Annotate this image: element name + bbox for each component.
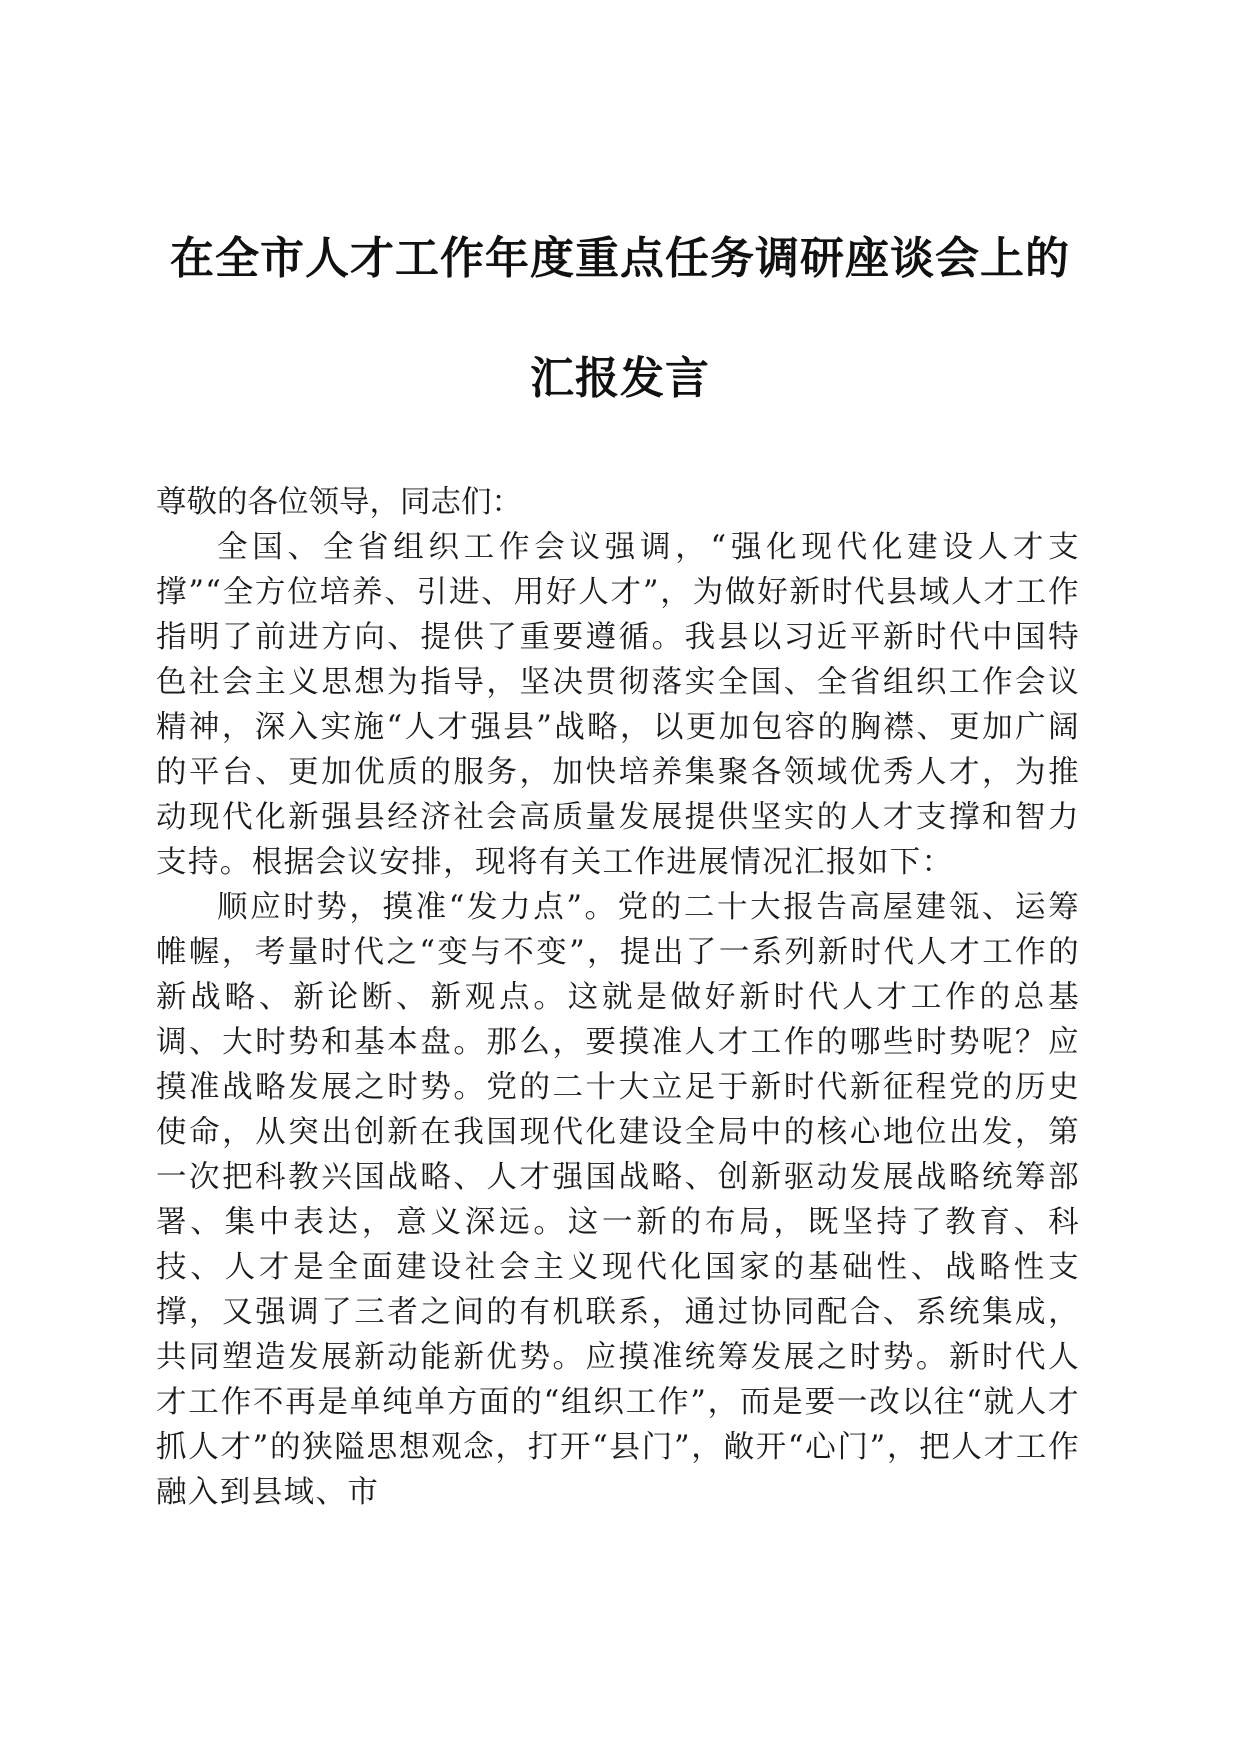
paragraph-intro: 全国、全省组织工作会议强调，“强化现代化建设人才支撑”“全方位培养、引进、用好人才”，为做好新时代县域人才工作指明了前进方向、提供了重要遵循。我县以习近平新时代中国特色社会主义思想为指导，坚决贯彻落实全国、全省组织工作会议精神，深入实施“人才强县”战略，以更加包容的胸襟、更加广阔的平台、更加优质的服务，加快培养集聚各领域优秀人才，为推动现代化新强县经济社会高质量发展提供坚实的人才支撑和智力支持。根据会议安排，现将有关工作进展情况汇报如下： xyxy=(156,530,1080,880)
salutation: 尊敬的各位领导，同志们： xyxy=(156,485,522,520)
document-title-line-2: 汇报发言 xyxy=(530,353,710,404)
document-title-line-1: 在全市人才工作年度重点任务调研座谈会上的 xyxy=(170,233,1070,284)
document-body xyxy=(156,480,1080,1515)
paragraph-follow-trend: 顺应时势，摸准“发力点”。党的二十大报告高屋建瓴、运筹帷幄，考量时代之“变与不变”，提出了一系列新时代人才工作的新战略、新论断、新观点。这就是做好新时代人才工作的总基调、大时势和基本盘。那么，要摸准人才工作的哪些时势呢？应摸准战略发展之时势。党的二十大立足于新时代新征程党的历史使命，从突出创新在我国现代化建设全局中的核心地位出发，第一次把科教兴国战略、人才强国战略、创新驱动发展战略统筹部署、集中表达，意义深远。这一新的布局，既坚持了教育、科技、人才是全面建设社会主义现代化国家的基础性、战略性支撑，又强调了三者之间的有机联系，通过协同配合、系统集成，共同塑造发展新动能新优势。应摸准统筹发展之时势。新时代人才工作不再是单纯单方面的“组织工作”，而是要一改以往“就人才抓人才”的狭隘思想观念，打开“县门”，敞开“心门”，把人才工作融入到县域、市 xyxy=(156,890,1080,1510)
